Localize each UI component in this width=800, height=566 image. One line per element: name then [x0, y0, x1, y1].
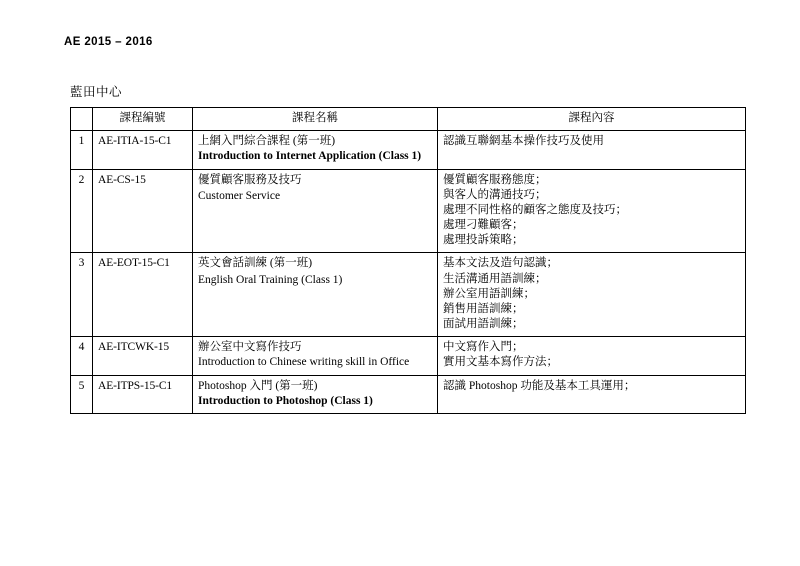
header-course-content: 課程內容 — [438, 108, 746, 131]
table-row — [71, 169, 746, 253]
table-row — [71, 337, 746, 375]
row-course-content — [438, 337, 746, 375]
table-body — [71, 131, 746, 414]
row-course-content — [438, 131, 746, 169]
course-name-chinese: 辦公室中文寫作技巧 — [198, 341, 302, 354]
table-row — [71, 131, 746, 169]
row-course-name — [193, 253, 438, 337]
course-name-english: Introduction to Photoshop (Class 1) — [198, 394, 373, 407]
row-course-content — [438, 375, 746, 413]
course-name-chinese: 優質顧客服務及技巧 — [198, 173, 302, 186]
row-number: 4 — [71, 337, 93, 375]
content-line: 基本文法及造句認識； — [443, 257, 558, 270]
header-number — [71, 108, 93, 131]
content-line: 實用文基本寫作方法； — [443, 356, 558, 369]
row-course-content — [438, 169, 746, 253]
content-line: 處理投訴策略； — [443, 234, 524, 247]
table-row — [71, 253, 746, 337]
course-name-english: Introduction to Chinese writing skill in Office — [198, 356, 410, 369]
content-line: 辦公室用語訓練； — [443, 287, 535, 300]
course-name-english: English Oral Training (Class 1) — [198, 273, 343, 286]
document-header: AE 2015 – 2016 — [64, 36, 153, 48]
content-line: 與客人的溝通技巧； — [443, 188, 547, 201]
row-number: 2 — [71, 169, 93, 253]
row-course-content — [438, 253, 746, 337]
row-course-name — [193, 375, 438, 413]
table-header-row — [71, 108, 746, 131]
row-number: 1 — [71, 131, 93, 169]
content-line: 中文寫作入門； — [443, 341, 524, 354]
content-line: 認識 Photoshop 功能及基本工具運用； — [443, 379, 636, 392]
content-line: 處理不同性格的顧客之態度及技巧； — [443, 203, 627, 216]
course-table — [70, 107, 746, 414]
row-course-code: AE-EOT-15-C1 — [93, 253, 193, 337]
header-course-code: 課程編號 — [93, 108, 193, 131]
content-line: 生活溝通用語訓練； — [443, 272, 547, 285]
content-line: 銷售用語訓練； — [443, 302, 524, 315]
content-line: 處理刁難顧客； — [443, 219, 524, 232]
row-course-code: AE-ITIA-15-C1 — [93, 131, 193, 169]
center-name: 藍田中心 — [70, 85, 123, 99]
content-line: 面試用語訓練； — [443, 318, 524, 331]
course-name-chinese: 英文會話訓練 (第一班) — [198, 257, 313, 270]
table-row — [71, 375, 746, 413]
row-course-name — [193, 337, 438, 375]
row-course-code: AE-CS-15 — [93, 169, 193, 253]
row-course-code: AE-ITCWK-15 — [93, 337, 193, 375]
content-line: 優質顧客服務態度； — [443, 173, 547, 186]
course-name-english: Customer Service — [198, 189, 281, 202]
course-name-chinese: Photoshop 入門 (第一班) — [198, 379, 318, 392]
row-course-code: AE-ITPS-15-C1 — [93, 375, 193, 413]
content-line: 認識互聯網基本操作技巧及使用 — [443, 135, 604, 148]
course-name-english: Introduction to Internet Application (Class 1) — [198, 150, 422, 163]
header-course-name: 課程名稱 — [193, 108, 438, 131]
course-name-chinese: 上網入門綜合課程 (第一班) — [198, 135, 336, 148]
row-number: 3 — [71, 253, 93, 337]
row-course-name — [193, 131, 438, 169]
row-course-name — [193, 169, 438, 253]
row-number: 5 — [71, 375, 93, 413]
